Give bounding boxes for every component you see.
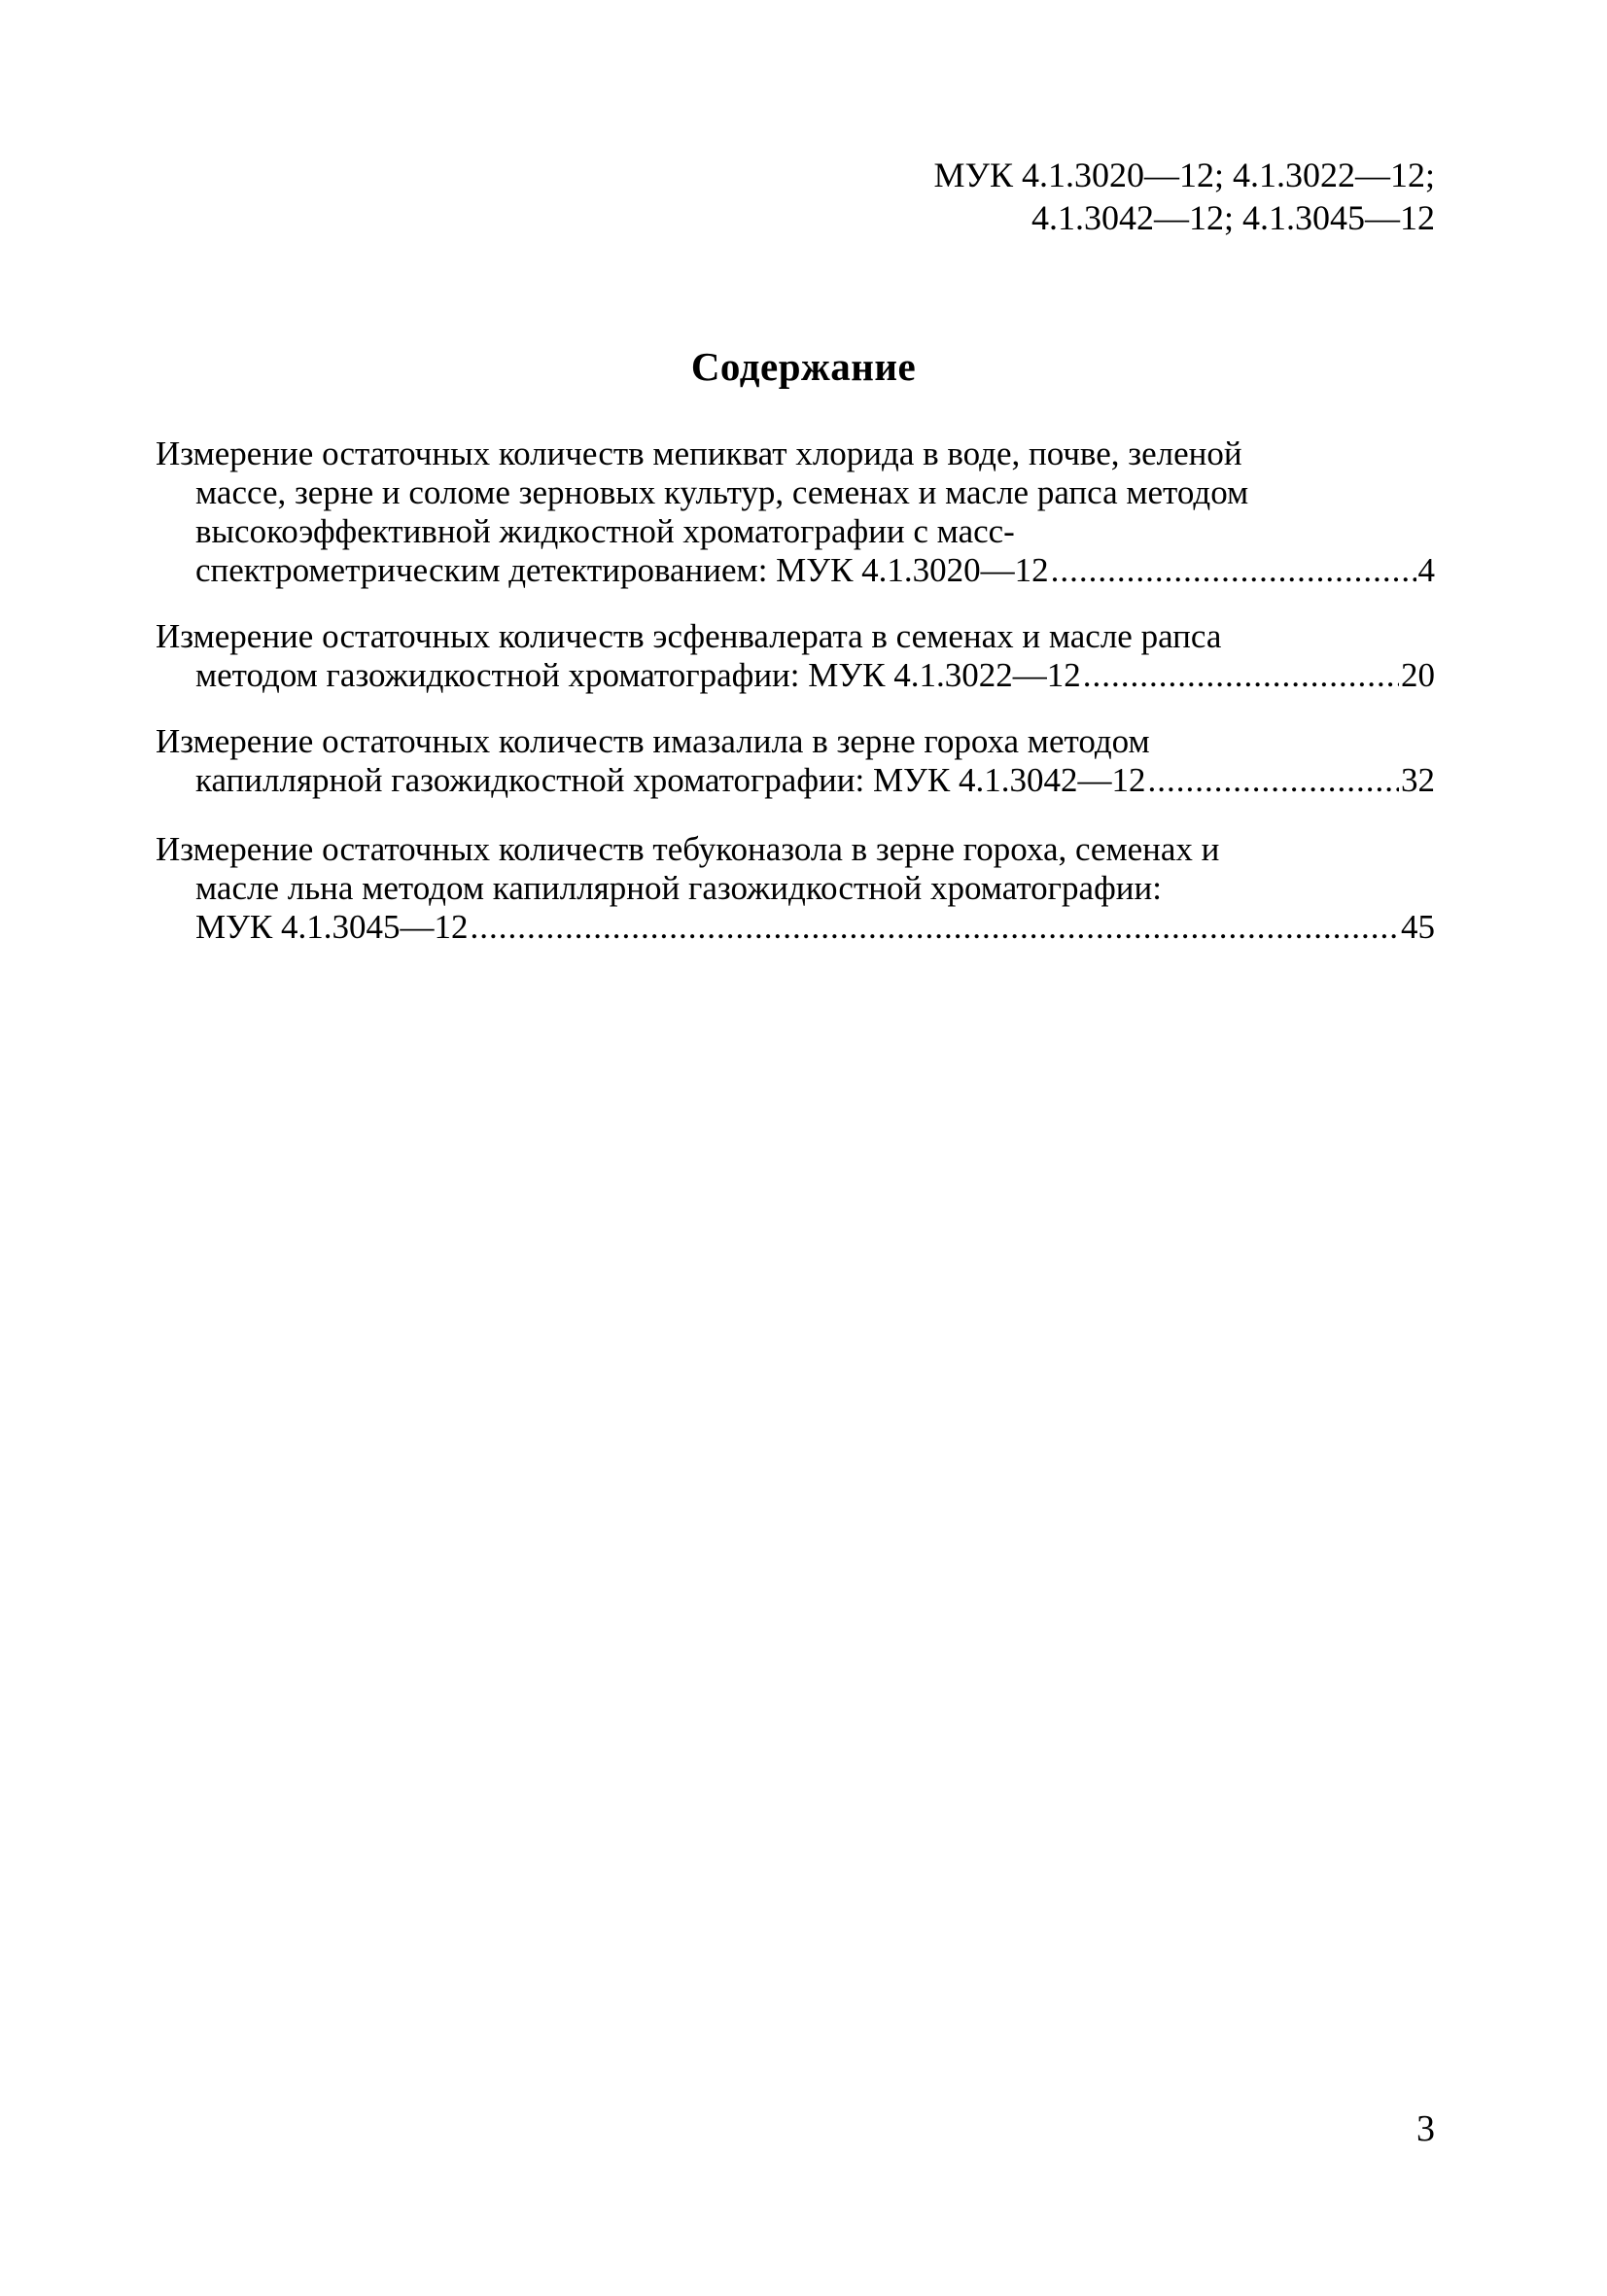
toc-entry-mepiquat[interactable] xyxy=(156,435,1435,590)
toc-entry-text: Измерение остаточных количеств мепикват хлорида в воде, почве, зеленой xyxy=(156,435,1242,472)
toc-entry-continuation xyxy=(156,473,1435,551)
toc-entry-imazalil[interactable] xyxy=(156,722,1435,800)
toc-entry-text: спектрометрическим детектированием: МУК 4.1.3020—12 xyxy=(195,551,1049,589)
toc-entry-text: Измерение остаточных количеств тебуконазола в зерне гороха, семенах и xyxy=(156,830,1220,868)
toc-title: Содержание xyxy=(690,344,917,389)
toc-entry-text: Измерение остаточных количеств эсфенвалерата в семенах и масле рапса xyxy=(156,617,1222,655)
toc-entry-text: высокоэффективной жидкостной хроматографии с масс- xyxy=(195,512,1015,550)
dot-leader xyxy=(1147,761,1399,800)
toc-entry-text: Измерение остаточных количеств имазалила в зерне гороха методом xyxy=(156,722,1150,760)
toc-entry-text: методом газожидкостной хроматографии: МУК 4.1.3022—12 xyxy=(195,656,1081,694)
dot-leader xyxy=(1083,656,1399,695)
dot-leader xyxy=(471,908,1400,947)
document-code-line-2: 4.1.3042—12; 4.1.3045—12 xyxy=(1031,198,1435,237)
dot-leader xyxy=(1051,551,1416,590)
toc-entry-continuation xyxy=(156,869,1435,908)
toc-page-ref: 4 xyxy=(1417,551,1435,589)
toc-entry-text: капиллярной газожидкостной хроматографии: МУК 4.1.3042—12 xyxy=(195,761,1146,799)
toc-entry-text: масле льна методом капиллярной газожидкостной хроматографии: xyxy=(195,869,1162,907)
toc-entry-text: МУК 4.1.3045—12 xyxy=(195,908,469,946)
toc-entry-last-line xyxy=(156,551,1435,590)
page-number: 3 xyxy=(1416,2108,1435,2149)
toc-page-ref: 45 xyxy=(1401,908,1435,946)
toc-page-ref: 32 xyxy=(1401,761,1435,799)
table-of-contents xyxy=(156,435,1435,974)
toc-entry-text: массе, зерне и соломе зерновых культур, семенах и масле рапса методом xyxy=(195,473,1249,511)
toc-entry-last-line xyxy=(156,761,1435,800)
toc-page-ref: 20 xyxy=(1401,656,1435,694)
toc-entry-tebuconazole[interactable] xyxy=(156,830,1435,947)
document-code-line-1: МУК 4.1.3020—12; 4.1.3022—12; xyxy=(933,156,1435,194)
toc-entry-last-line xyxy=(156,908,1435,947)
document-code xyxy=(933,154,1435,239)
toc-entry-esfenvalerate[interactable] xyxy=(156,617,1435,695)
toc-entry-last-line xyxy=(156,656,1435,695)
